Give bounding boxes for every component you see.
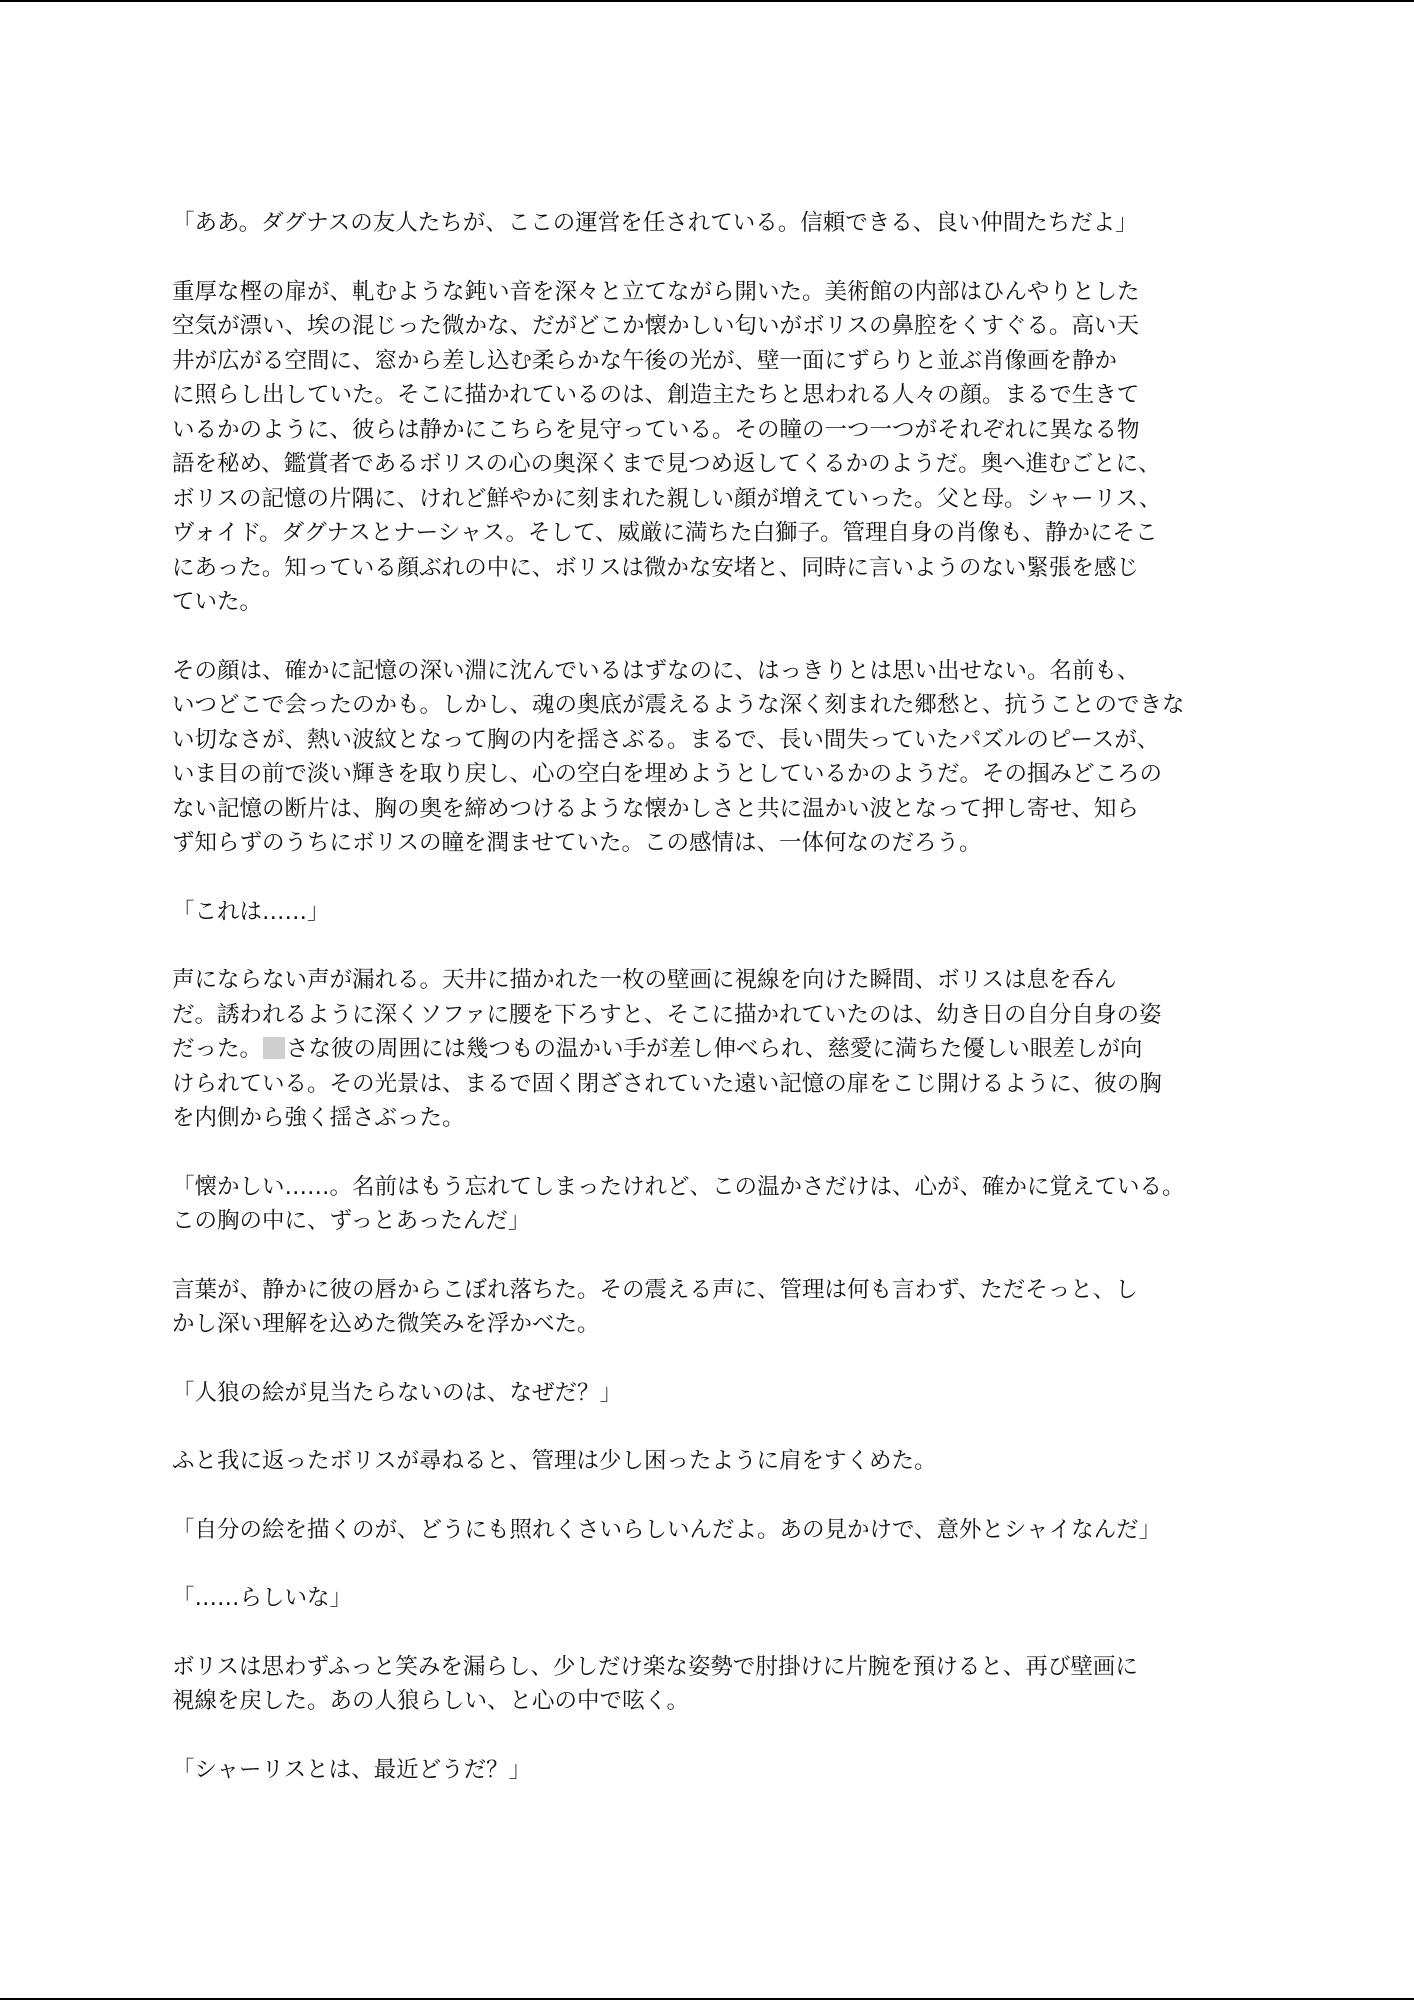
paragraph-8: 「人狼の絵が見当たらないのは、なぜだ？」 [172, 1379, 623, 1406]
paragraph-13: 「シャーリスとは、最近どうだ？」 [172, 1756, 532, 1783]
paragraph-4: 「これは……」 [172, 898, 330, 925]
paragraph-5 [172, 963, 1252, 1136]
document-body [172, 206, 1252, 1821]
paragraph-9: ふと我に返ったボリスが尋ねると、管理は少し困ったように肩をすくめた。 [172, 1448, 937, 1474]
paragraph-7: 言葉が、静かに彼の唇からこぼれ落ちた。その震える声に、管理は何も言わず、ただそっと、し かし深い理解を込めた微笑みを浮かべた。 [172, 1276, 1138, 1337]
paragraph-5-after: さな彼の周囲には幾つもの温かい手が差し伸べられ、慈愛に満ちた優しい眼差しが向 けられている。その光景は、まるで固く閉ざされていた遠い記憶の扉をこじ開けるように、彼の胸 を内側から強く揺さぶった。 [172, 1036, 1162, 1131]
paragraph-1: 「ああ。ダグナスの友人たちが、ここの運営を任されている。信頼できる、良い仲間たちだよ」 [172, 210, 1138, 236]
paragraph-3: その顔は、確かに記憶の深い淵に沈んでいるはずなのに、はっきりとは思い出せない。名前も、 いつどこで会ったのかも。しかし、魂の奥底が震えるような深く刻まれた郷愁と、抗うことのできな い切なさが、熱い波紋となって胸の内を揺さぶる。まるで、長い間失っていたパズルのピースが、 いま目の前で淡い輝きを取り戻し、心の空白を埋めようとしているかのようだ。その掴みどころの ない記憶の断片は、胸の奥を締めつけるような懐かしさと共に温かい波となって押し寄せ、知ら ず知らずのうちにボリスの瞳を潤ませていた。この感情は、一体何なのだろう。 [172, 657, 1185, 856]
paragraph-12: ボリスは思わずふっと笑みを漏らし、少しだけ楽な姿勢で肘掛けに片腕を預けると、再び壁画に 視線を戻した。あの人狼らしい、と心の中で呟く。 [172, 1653, 1138, 1714]
paragraph-11: 「……らしいな」 [172, 1585, 353, 1611]
paragraph-2: 重厚な樫の扉が、軋むような鈍い音を深々と立てながら開いた。美術館の内部はひんやりとした 空気が漂い、埃の混じった微かな、だがどこか懐かしい匂いがボリスの鼻腔をくすぐる。高い天 井が広がる空間に、窓から差し込む柔らかな午後の光が、壁一面にずらりと並ぶ肖像画を静か に照らし出していた。そこに描かれているのは、創造主たちと思われる人々の顔。まるで生きて いるかのように、彼らは静かにこちらを見守っている。その瞳の一つ一つがそれぞれに異なる物 語を秘め、鑑賞者であるボリスの心の奥深くまで見つめ返してくるかのようだ。奥へ進むごとに、 ボリスの記憶の片隅に、けれど鮮やかに刻まれた親しい顔が増えていった。父と母。シャーリス、 ヴォイド。ダグナスとナーシャス。そして、威厳に満ちた白獅子。管理自身の肖像も、静かにそこ にあった。知っている顔ぶれの中に、ボリスは微かな安堵と、同時に言いようのない緊張を感じ ていた。 [172, 278, 1162, 615]
paragraph-6: 「懐かしい……。名前はもう忘れてしまったけれど、この温かさだけは、心が、確かに覚えている。 この胸の中に、ずっとあったんだ」 [172, 1173, 1185, 1234]
paragraph-5-before: 声にならない声が漏れる。天井に描かれた一枚の壁画に視線を向けた瞬間、ボリスは息を呑ん だ。誘われるように深くソファに腰を下ろすと、そこに描かれていたのは、幼き日の自分自身の姿 だった。 [172, 967, 1162, 1062]
redacted-glyph [263, 1037, 285, 1059]
paragraph-10: 「自分の絵を描くのが、どうにも照れくさいらしいんだよ。あの見かけで、意外とシャイなんだ」 [172, 1516, 1162, 1543]
